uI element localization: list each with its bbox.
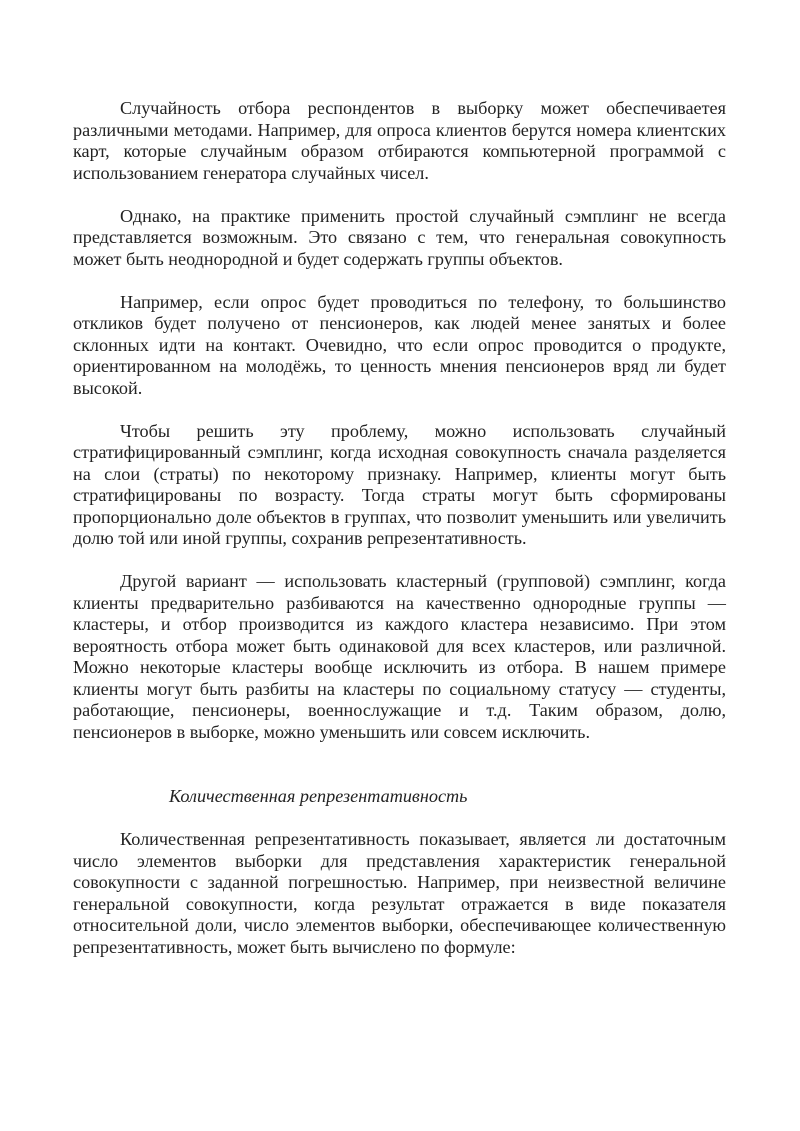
document-page	[73, 98, 726, 980]
paragraph-sampling-methods: Случайность отбора респондентов в выборку может обеспечиваетея различными методами. Например, для опроса клиентов берутся номера клиентских карт, которые случайным образом отбираются компьютерной программой с использованием генератора случайных чисел.	[73, 98, 726, 183]
paragraph-quantitative-representativeness: Количественная репрезентативность показывает, является ли достаточным число элементов выборки для представления характеристик генеральной совокупности с заданной погрешностью. Например, при неизвестной величине генеральной совокупности, когда результат отражается в виде показателя относительной доли, число элементов выборки, обеспечивающее количественную репрезентативность, может быть вычислено по формуле:	[73, 829, 726, 957]
paragraph-cluster-sampling: Другой вариант — использовать кластерный (групповой) сэмплинг, когда клиенты предварительно разбиваются на качественно однородные группы — кластеры, и отбор производится из каждого кластера независимо. При этом вероятность отбора может быть одинаковой для всех кластеров, или различной. Можно некоторые кластеры вообще исключить из отбора. В нашем примере клиенты могут быть разбиты на кластеры по социальному статусу — студенты, работающие, пенсионеры, военнослужащие и т.д. Таким образом, долю, пенсионеров в выборке, можно уменьшить или совсем исключить.	[73, 571, 726, 742]
section-heading: Количественная репрезентативность	[169, 786, 468, 806]
paragraph-stratified-sampling: Чтобы решить эту проблему, можно использовать случайный стратифицированный сэмплинг, когда исходная совокупность сначала разделяется на слои (страты) по некоторому признаку. Например, клиенты могут быть стратифицированы по возрасту. Тогда страты могут быть сформированы пропорционально доле объектов в группах, что позволит уменьшить или увеличить долю той или иной группы, сохранив репрезентативность.	[73, 420, 726, 548]
paragraph-heterogeneous-population: Однако, на практике применить простой случайный сэмплинг не всегда представляется возможным. Это связано с тем, что генеральная совокупность может быть неоднородной и будет содержать группы объектов.	[73, 205, 726, 269]
paragraph-phone-survey-example: Например, если опрос будет проводиться по телефону, то большинство откликов будет получено от пенсионеров, как людей менее занятых и более склонных идти на контакт. Очевидно, что если опрос проводится о продукте, ориентированном на молодёжь, то ценность мнения пенсионеров вряд ли будет высокой.	[73, 291, 726, 398]
